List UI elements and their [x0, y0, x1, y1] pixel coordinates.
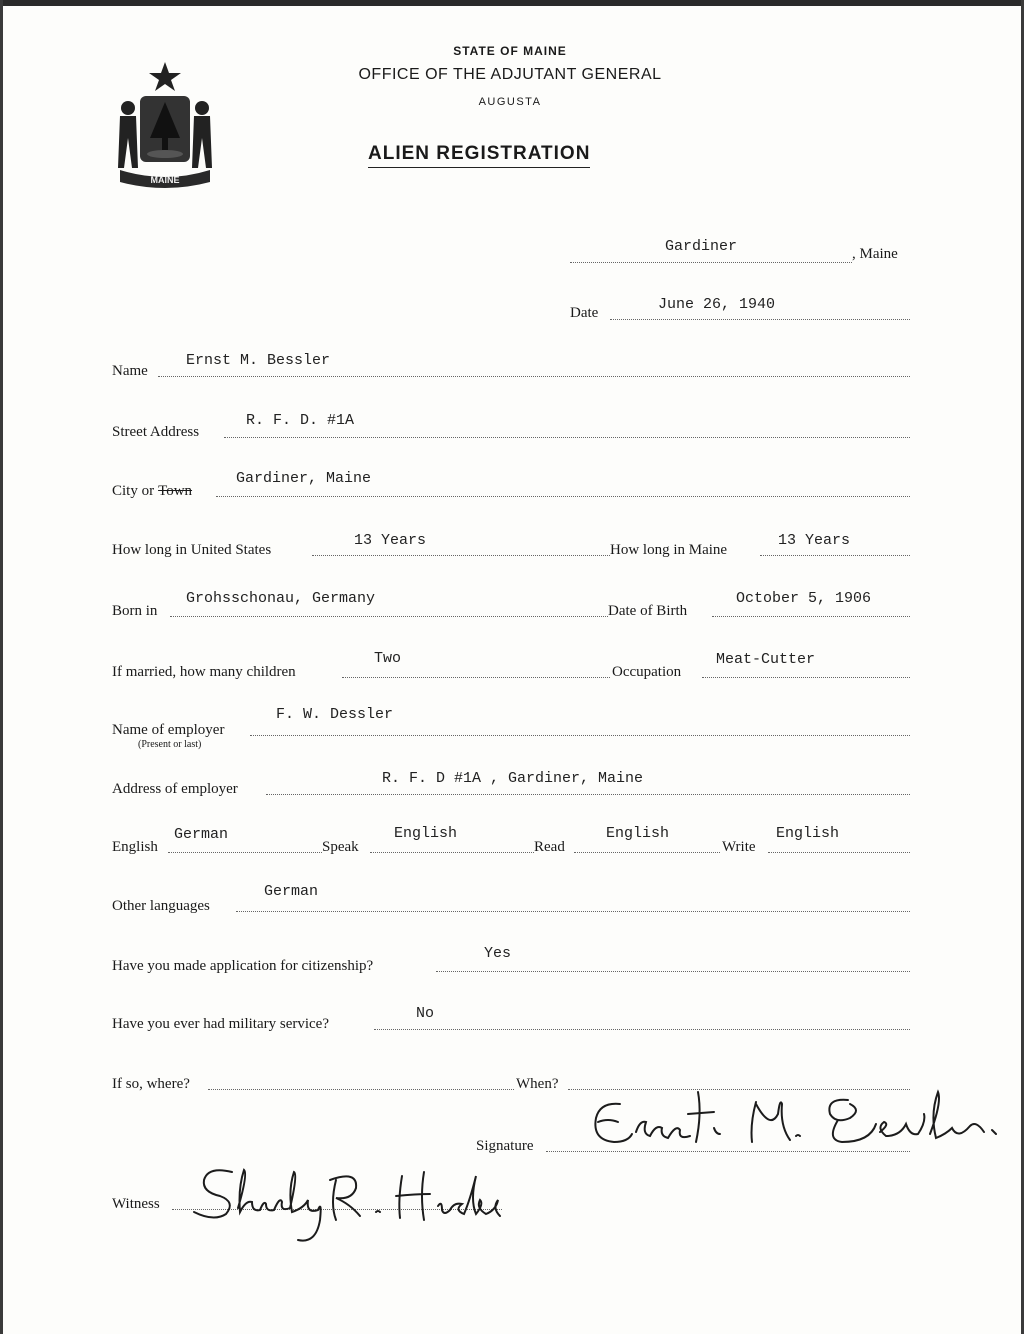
header-office: OFFICE OF THE ADJUTANT GENERAL: [358, 66, 662, 83]
when-label: When?: [516, 1076, 559, 1092]
employer-address-label: Address of employer: [112, 781, 238, 797]
street-address-line: [224, 437, 910, 438]
citizenship-value: Yes: [484, 945, 512, 962]
english-label: English: [112, 839, 158, 855]
seal-banner-text: MAINE: [150, 175, 180, 185]
street-address-value: R. F. D. #1A: [246, 412, 355, 429]
read-label: Read: [534, 839, 565, 855]
employer-name-label: Name of employer: [112, 722, 225, 738]
witness-label: Witness: [112, 1196, 160, 1212]
employer-address-value: R. F. D #1A , Gardiner, Maine: [382, 770, 644, 787]
scan-border-top: [0, 0, 1024, 6]
state-seal-icon: [110, 58, 220, 188]
date-line: [610, 319, 910, 320]
write-value: English: [776, 825, 840, 842]
signature-handwriting: [580, 1084, 1010, 1160]
born-in-label: Born in: [112, 603, 158, 619]
where-line: [208, 1089, 514, 1090]
children-value: Two: [374, 650, 402, 667]
city-value: Gardiner, Maine: [236, 470, 372, 487]
employer-name-value: F. W. Dessler: [276, 706, 394, 723]
scan-border-left: [0, 0, 3, 1334]
street-address-label: Street Address: [112, 424, 200, 440]
how-long-maine-line: [760, 555, 910, 556]
name-label: Name: [112, 363, 148, 379]
signature-label: Signature: [476, 1138, 534, 1154]
speak-line: [370, 852, 534, 853]
witness-handwriting: [180, 1160, 510, 1250]
employer-name-sublabel: (Present or last): [138, 739, 202, 750]
form-title: ALIEN REGISTRATION: [368, 143, 590, 168]
employer-name-line: [250, 735, 910, 736]
write-line: [768, 852, 910, 853]
date-of-birth-value: October 5, 1906: [736, 590, 872, 607]
english-value: German: [174, 826, 229, 843]
place-value: Gardiner: [665, 238, 738, 255]
speak-value: English: [394, 825, 458, 842]
date-label: Date: [570, 305, 599, 321]
place-suffix: , Maine: [852, 246, 898, 262]
write-label: Write: [722, 839, 756, 855]
other-languages-line: [236, 911, 910, 912]
occupation-value: Meat-Cutter: [716, 651, 816, 668]
speak-label: Speak: [322, 839, 359, 855]
city-line: [216, 496, 910, 497]
citizenship-line: [436, 971, 910, 972]
military-line: [374, 1029, 910, 1030]
date-of-birth-line: [712, 616, 910, 617]
occupation-label: Occupation: [612, 664, 682, 680]
military-label: Have you ever had military service?: [112, 1016, 329, 1032]
born-in-value: Grohsschonau, Germany: [186, 590, 376, 607]
where-label: If so, where?: [112, 1076, 190, 1092]
header-city: AUGUSTA: [478, 96, 542, 108]
city-label: [112, 483, 192, 500]
other-languages-label: Other languages: [112, 898, 210, 914]
date-value: June 26, 1940: [658, 296, 776, 313]
place-line: [570, 262, 852, 263]
other-languages-value: German: [264, 883, 319, 900]
date-of-birth-label: Date of Birth: [608, 603, 688, 619]
how-long-maine-label: How long in Maine: [610, 542, 728, 558]
how-long-us-line: [312, 555, 610, 556]
english-line: [168, 852, 322, 853]
employer-address-line: [266, 794, 910, 795]
signature-text: [600, 1120, 610, 1121]
citizenship-label: Have you made application for citizenship?: [112, 958, 374, 974]
town-label-struck: Town: [158, 483, 193, 499]
born-in-line: [170, 616, 608, 617]
occupation-line: [702, 677, 910, 678]
name-line: [158, 376, 910, 377]
how-long-us-label: How long in United States: [112, 542, 272, 558]
name-value: Ernst M. Bessler: [186, 352, 331, 369]
military-value: No: [416, 1005, 435, 1022]
read-value: English: [606, 825, 670, 842]
city-label-text: City or: [112, 483, 155, 499]
how-long-us-value: 13 Years: [354, 532, 427, 549]
children-line: [342, 677, 610, 678]
how-long-maine-value: 13 Years: [778, 532, 851, 549]
header-state: STATE OF MAINE: [453, 44, 567, 58]
read-line: [574, 852, 720, 853]
witness-text: [200, 1180, 209, 1181]
children-label: If married, how many children: [112, 664, 296, 680]
